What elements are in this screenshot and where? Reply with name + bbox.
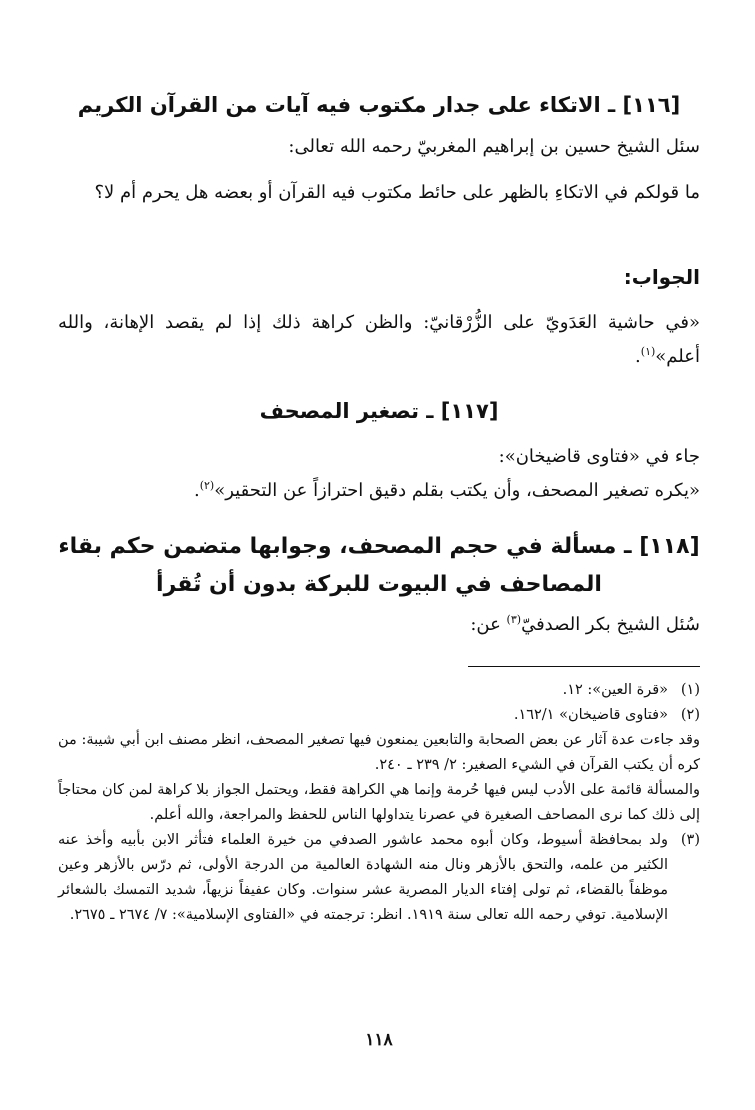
footnote-1 xyxy=(58,678,700,703)
section-116-question: ما قولكم في الاتكاءِ بالظهر على حائط مكتوب فيه القرآن أو بعضه هل يحرم أم لا؟ xyxy=(94,182,700,203)
footnote-text: والمسألة قائمة على الأدب ليس فيها حُرمة وإنما هي الكراهة فقط، ويحتمل الجواز بلا كراهة لمن كان محتاجاً إلى ذلك كما نرى المصاحف الصغيرة في عصرنا يتداولها الناس للحفظ والمراجعة، والله أعلم. xyxy=(58,782,700,823)
section-118-heading-line2: المصاحف في البيوت للبركة بدون أن تُقرأ xyxy=(156,572,602,597)
footnote-ref-2: (٢) xyxy=(199,479,215,492)
section-116-answer xyxy=(58,306,700,374)
document-page xyxy=(58,60,700,1080)
section-117-intro: جاء في «فتاوى قاضيخان»: xyxy=(498,446,700,467)
footnote-text: ولد بمحافظة أسيوط، وكان أبوه محمد عاشور الصدفي من خيرة العلماء فتأثر الابن بأبيه وأخذ عنه الكثير من علمه، والتحق بالأزهر ونال منه الشهادة العالمية من الدرجة الأولى، ثم درّس بالأزهر وعين موظفاً بالقضاء، ثم تولى إفتاء الديار المصرية عشر سنوات. وكان عفيفاً نزيهاً، شديد التمسك بالشعائر الإسلامية. توفي رحمه الله تعالى سنة ١٩١٩. انظر: ترجمته في «الفتاوى الإسلامية»: ٧/ ٢٦٧٤ ـ ٢٦٧٥. xyxy=(58,832,668,923)
answer-text: «في حاشية العَدَويّ على الزُّرْقانيّ: والظن كراهة ذلك إذا لم يقصد الإهانة، والله أعلم» xyxy=(58,312,700,367)
footnote-number: (٢) xyxy=(680,707,700,723)
section-118-intro xyxy=(58,608,700,642)
intro-end: عن: xyxy=(470,614,507,635)
quote-end: . xyxy=(193,480,200,501)
footnote-2 xyxy=(58,703,700,728)
footnote-ref-3: (٣) xyxy=(506,613,522,626)
section-118-heading xyxy=(58,528,700,604)
footnote-number: (٣) xyxy=(680,832,700,848)
footnote-text: «فتاوى قاضيخان» ١٦٢/١. xyxy=(513,707,668,723)
footnotes xyxy=(58,678,700,928)
section-117-quote xyxy=(58,474,700,508)
footnote-text: وقد جاءت عدة آثار عن بعض الصحابة والتابعين يمنعون فيها تصغير المصحف، انظر مصنف ابن أبي شيبة: من كره أن يكتب القرآن في الشيء الصغير: ٢/ ٢٣٩ ـ ٢٤٠. xyxy=(58,732,700,773)
footnote-text: «قرة العين»: ١٢. xyxy=(562,682,668,698)
footnote-3 xyxy=(58,828,700,928)
section-117-heading: [١١٧] ـ تصغير المصحف xyxy=(259,399,499,423)
section-118-heading-line1: [١١٨] ـ مسألة في حجم المصحف، وجوابها متضمن حكم بقاء xyxy=(58,534,700,559)
footnote-divider xyxy=(468,666,700,667)
answer-end: . xyxy=(635,346,641,367)
quote-text: «يكره تصغير المصحف، وأن يكتب بقلم دقيق احترازاً عن التحقير» xyxy=(214,480,700,501)
page-number: ١١٨ xyxy=(365,1030,393,1050)
section-116-heading: [١١٦] ـ الاتكاء على جدار مكتوب فيه آيات من القرآن الكريم xyxy=(77,93,681,117)
footnote-number: (١) xyxy=(680,682,700,698)
intro-text: سُئل الشيخ بكر الصدفيّ xyxy=(521,614,700,635)
section-116-intro: سئل الشيخ حسين بن إبراهيم المغربيّ رحمه الله تعالى: xyxy=(288,136,700,157)
answer-label: الجواب: xyxy=(623,265,700,289)
footnote-ref-1: (١) xyxy=(640,345,656,358)
footnote-2-continued xyxy=(58,728,700,828)
